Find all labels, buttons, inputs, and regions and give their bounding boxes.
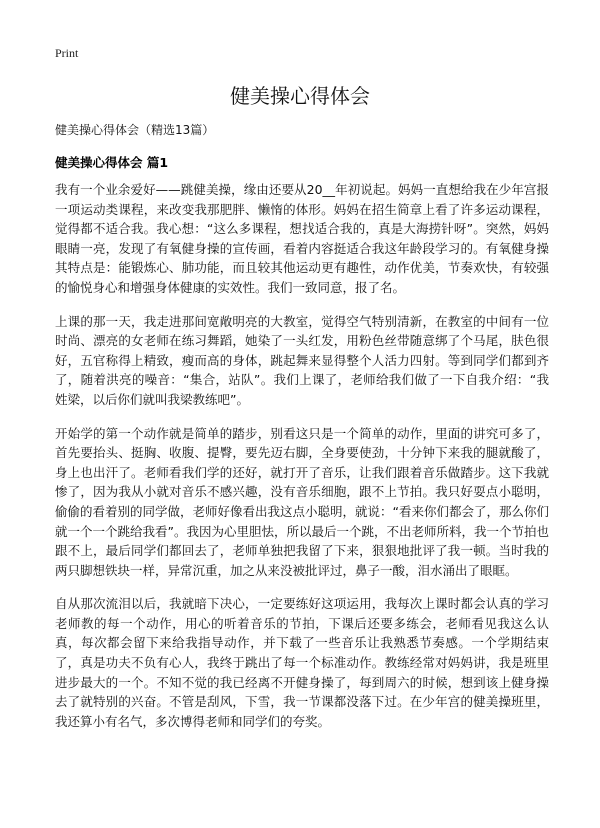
page-title: 健美操心得体会 — [230, 84, 370, 108]
print-label: Print — [55, 46, 79, 60]
article-body — [55, 180, 549, 745]
paragraph-3: 开始学的第一个动作就是简单的踏步，别看这只是一个简单的动作，里面的讲究可多了，首先要抬头、挺胸、收腹、提臀，要先迈右脚，全身要使劲，十分钟下来我的腿就酸了，身上也出汗了。老师看我们学的还好，就打开了音乐，让我们跟着音乐做踏步。这下我就惨了，因为我从小就对音乐不感兴趣，没有音乐细胞，跟不上节拍。我只好耍点小聪明，偷偷的看着别的同学做，老师好像看出我这点小聪明，就说：“看来你们都会了，那么你们就一个一个跳给我看”。我因为心里胆怯，所以最后一个跳，不出老师所料，我一个节拍也跟不上，最后同学们都回去了，老师单独把我留了下来，狠狠地批评了我一顿。当时我的两只脚想铁块一样，异常沉重，加之从来没被批评过，鼻子一酸，泪水涌出了眼眶。 — [55, 425, 549, 578]
paragraph-2: 上课的那一天，我走进那间宽敞明亮的大教室，觉得空气特别清新，在教室的中间有一位时尚、漂亮的女老师在练习舞蹈，她染了一头红发，用粉色丝带随意绑了个马尾，肤色很好，五官称得上精致，瘦而高的身体，跳起舞来显得整个人活力四射。等到同学们都到齐了，随着洪亮的噪音：“集合，站队”。我们上课了，老师给我们做了一下自我介绍：“我姓梁，以后你们就叫我梁教练吧”。 — [55, 313, 549, 407]
paragraph-4: 自从那次流泪以后，我就暗下决心，一定要练好这项运用，我每次上课时都会认真的学习老师教的每一个动作，用心的听着音乐的节拍，下课后还要多练会，老师看见我这么认真，每次都会留下来给我指导动作，并下载了一些音乐让我熟悉节奏感。一个学期结束了，真是功夫不负有心人，我终于跳出了每一个标准动作。教练经常对妈妈讲，我是班里进步最大的一个。不知不觉的我已经离不开健身操了，每到周六的时候，想到该上健身操去了就特别的兴奋。不管是刮风，下雪，我一节课都没落下过。在少年宫的健美操班里，我还算小有名气，多次博得老师和同学们的夸奖。 — [55, 596, 549, 729]
document-subtitle: 健美操心得体会（精选13篇） — [55, 123, 215, 137]
paragraph-1: 我有一个业余爱好——跳健美操，缘由还要从20__年初说起。妈妈一直想给我在少年宫报一项运动类课程，来改变我那肥胖、懒惰的体形。妈妈在招生简章上看了许多运动课程，觉得都不适合我。我心想：“这么多课程，想找适合我的，真是大海捞针呀”。突然，妈妈眼睛一亮，发现了有氧健身操的宣传画，看着内容挺适合我这年龄段学习的。有氧健身操其特点是：能锻炼心、肺功能，而且较其他运动更有趣性，动作优美，节奏欢快，有较强的愉悦身心和增强身体健康的实效性。我们一致同意，报了名。 — [55, 182, 549, 295]
section-heading: 健美操心得体会 篇1 — [55, 155, 169, 170]
